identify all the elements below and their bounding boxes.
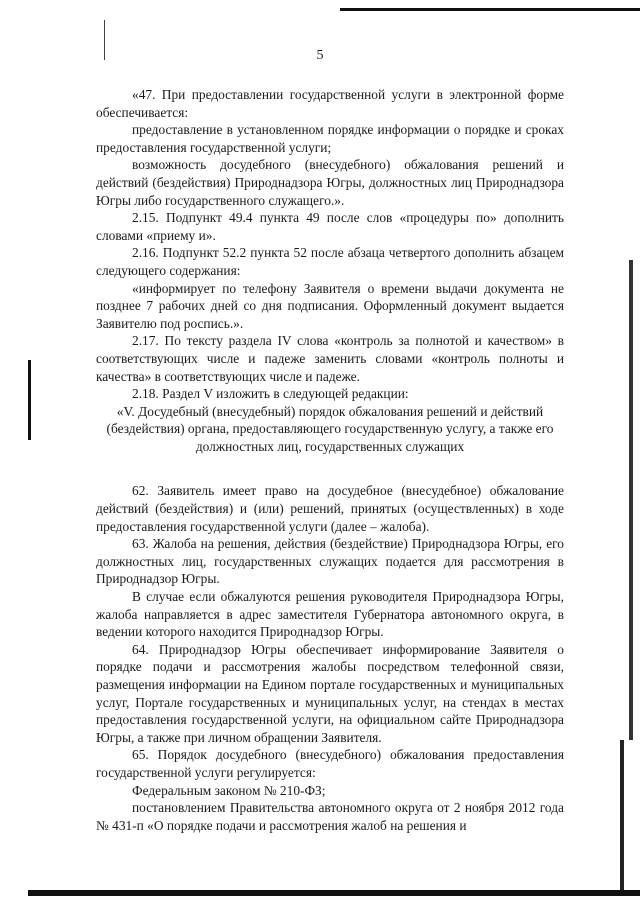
paragraph-p13: 64. Природнадзор Югры обеспечивает информирование Заявителя о порядке подачи и рассмотрения жалобы посредством телефонной связи, размещения информации на Едином портале государственных и муниципальных услуг, Портале государственных и муниципальных услуг, на стендах в местах предоставления государственной услуги, на официальном сайте Природнадзора Югры, а также при личном обращении Заявителя.	[96, 641, 564, 745]
paragraph-p16: постановлением Правительства автономного округа от 2 ноября 2012 года № 431-п «О порядке подачи и рассмотрения жалоб на решения и	[96, 800, 564, 833]
paragraph-p14: 65. Порядок досудебного (внесудебного) обжалования предоставления государственной услуги регулируется:	[96, 747, 564, 780]
scan-artifact-right-edge-lower	[620, 740, 624, 890]
scan-artifact-bottom-line	[28, 890, 640, 896]
paragraph-p1: «47. При предоставлении государственной услуги в электронной форме обеспечивается:	[96, 87, 564, 120]
paragraph-p6: «информирует по телефону Заявителя о времени выдачи документа не позднее 7 рабочих дней со дня подписания. Оформленный документ выдается Заявителю под роспись.».	[96, 280, 564, 331]
page-number: 5	[316, 48, 324, 63]
paragraph-p3: возможность досудебного (внесудебного) обжалования решений и действий (бездействия) Природнадзора Югры, должностных лиц Природнадзора Югры либо государственного служащего.».	[96, 157, 564, 208]
paragraph-p11: 63. Жалоба на решения, действия (бездействие) Природнадзора Югры, его должностных лиц, государственных служащих подается для рассмотрения в Природнадзор Югры.	[96, 536, 564, 587]
paragraph-p10: 62. Заявитель имеет право на досудебное (внесудебное) обжалование действий (бездействия) и (или) решений, принятых (осуществленных) в ходе предоставления государственной услуги (далее – жалоба).	[96, 483, 564, 534]
paragraph-p4: 2.15. Подпункт 49.4 пункта 49 после слов «процедуры по» дополнить словами «приему и».	[96, 210, 564, 243]
paragraph-p9: «V. Досудебный (внесудебный) порядок обжалования решений и действий (бездействия) органа, предоставляющего государственную услугу, а также его должностных лиц, государственных служащих	[106, 403, 554, 454]
paragraph-p15: Федеральным законом № 210-ФЗ;	[132, 782, 326, 798]
document-body	[96, 86, 564, 834]
paragraph-p2: предоставление в установленном порядке информации о порядке и сроках предоставления государственной услуги;	[96, 122, 564, 155]
paragraph-p8: 2.18. Раздел V изложить в следующей редакции:	[132, 386, 409, 402]
scan-artifact-top-line	[340, 8, 640, 11]
scan-artifact-right-edge	[629, 260, 633, 740]
paragraph-p5: 2.16. Подпункт 52.2 пункта 52 после абзаца четвертого дополнить абзацем следующего содержания:	[96, 245, 564, 278]
paragraph-p12: В случае если обжалуются решения руководителя Природнадзора Югры, жалоба направляется в адрес заместителя Губернатора автономного округа, в ведении которого находится Природнадзор Югры.	[96, 589, 564, 640]
scan-artifact-left-mark	[28, 360, 31, 440]
paragraph-p7: 2.17. По тексту раздела IV слова «контроль за полнотой и качеством» в соответствующих числе и падеже заменить словами «контроль полноты и качества» в соответствующих числе и падеже.	[96, 333, 564, 384]
